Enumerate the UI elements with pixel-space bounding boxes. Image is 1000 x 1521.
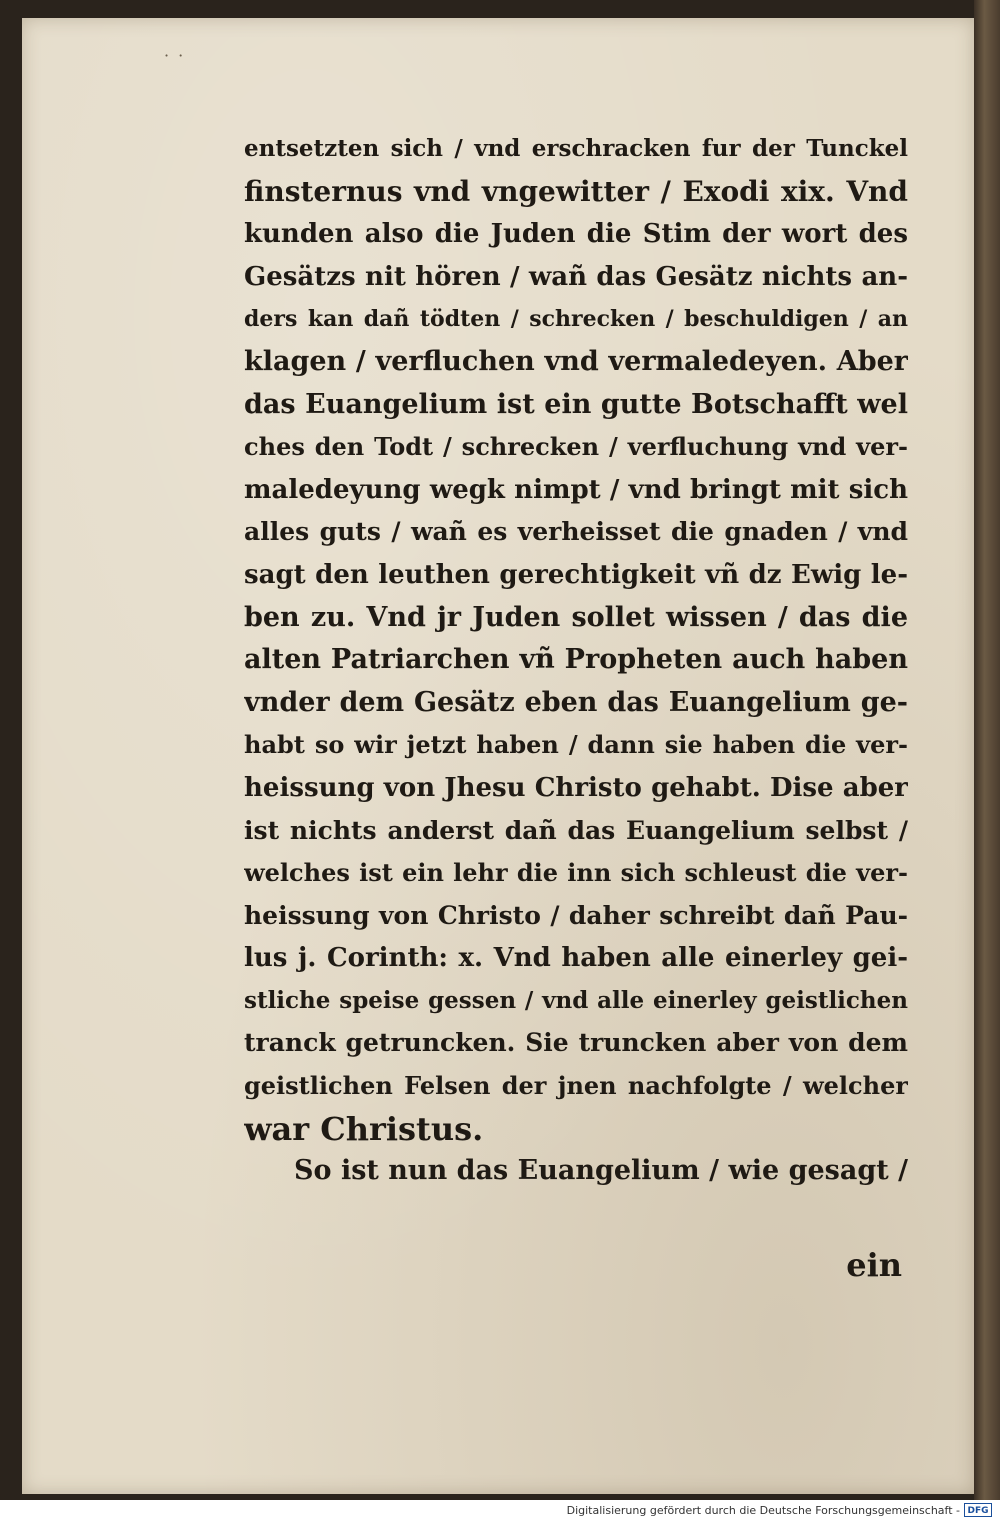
text-line: lus j. Corinth: x. Vnd haben alle einerley gei-	[244, 943, 908, 974]
text-line: ist nichts anderst dañ das Euangelium selbst /	[244, 815, 908, 845]
text-line: alles guts / wañ es verheisset die gnaden / vnd	[244, 517, 908, 547]
footer-bar	[0, 1500, 1000, 1521]
text-line: maledeyung wegk nimpt / vnd bringt mit sich	[244, 474, 908, 505]
text-line: Gesätzs nit hören / wañ das Gesätz nichts an-	[244, 261, 908, 292]
text-line: ches den Todt / schrecken / verfluchung vnd ver-	[244, 432, 908, 462]
text-line: das Euangelium ist ein gutte Botschafft wel	[244, 388, 908, 420]
text-line: entsetzten sich / vnd erschracken fur der Tunckel	[244, 135, 908, 162]
text-line: habt so wir jetzt haben / dann sie haben die ver-	[244, 730, 908, 760]
text-line: alten Patriarchen vñ Propheten auch haben	[244, 644, 908, 676]
text-line: ben zu. Vnd jr Juden sollet wissen / das die	[244, 601, 908, 633]
text-line: finsternus vnd vngewitter / Exodi xix. Vnd	[244, 174, 908, 208]
body-text	[244, 128, 908, 1193]
text-line: vnder dem Gesätz eben das Euangelium ge-	[244, 686, 908, 718]
text-line: So ist nun das Euangelium / wie gesagt /	[294, 1155, 908, 1187]
funding-credit: Digitalisierung gefördert durch die Deutsche Forschungsgemeinschaft -	[566, 1504, 960, 1517]
text-line: sagt den leuthen gerechtigkeit vñ dz Ewig le-	[244, 559, 908, 590]
text-line: kunden also die Juden die Stim der wort des	[244, 219, 908, 250]
text-line: ders kan dañ tödten / schrecken / beschuldigen / an	[244, 306, 908, 333]
text-line: heissung von Jhesu Christo gehabt. Dise aber	[244, 772, 908, 803]
text-line: welches ist ein lehr die inn sich schleust die ver-	[244, 858, 908, 888]
dfg-logo-icon: DFG	[964, 1503, 992, 1517]
text-line: heissung von Christo / daher schreibt dañ Pau-	[244, 900, 908, 930]
text-line: klagen / verfluchen vnd vermaledeyen. Aber	[244, 345, 908, 377]
text-line: stliche speise gessen / vnd alle einerley geistlichen	[244, 986, 908, 1014]
marginal-mark: · ·	[164, 46, 186, 65]
catchword: ein	[846, 1246, 902, 1284]
text-line: geistlichen Felsen der jnen nachfolgte / welcher	[244, 1071, 908, 1101]
text-line: tranck getruncken. Sie truncken aber von dem	[244, 1028, 908, 1058]
text-line: war Christus.	[244, 1109, 484, 1148]
book-edge	[974, 0, 1000, 1500]
